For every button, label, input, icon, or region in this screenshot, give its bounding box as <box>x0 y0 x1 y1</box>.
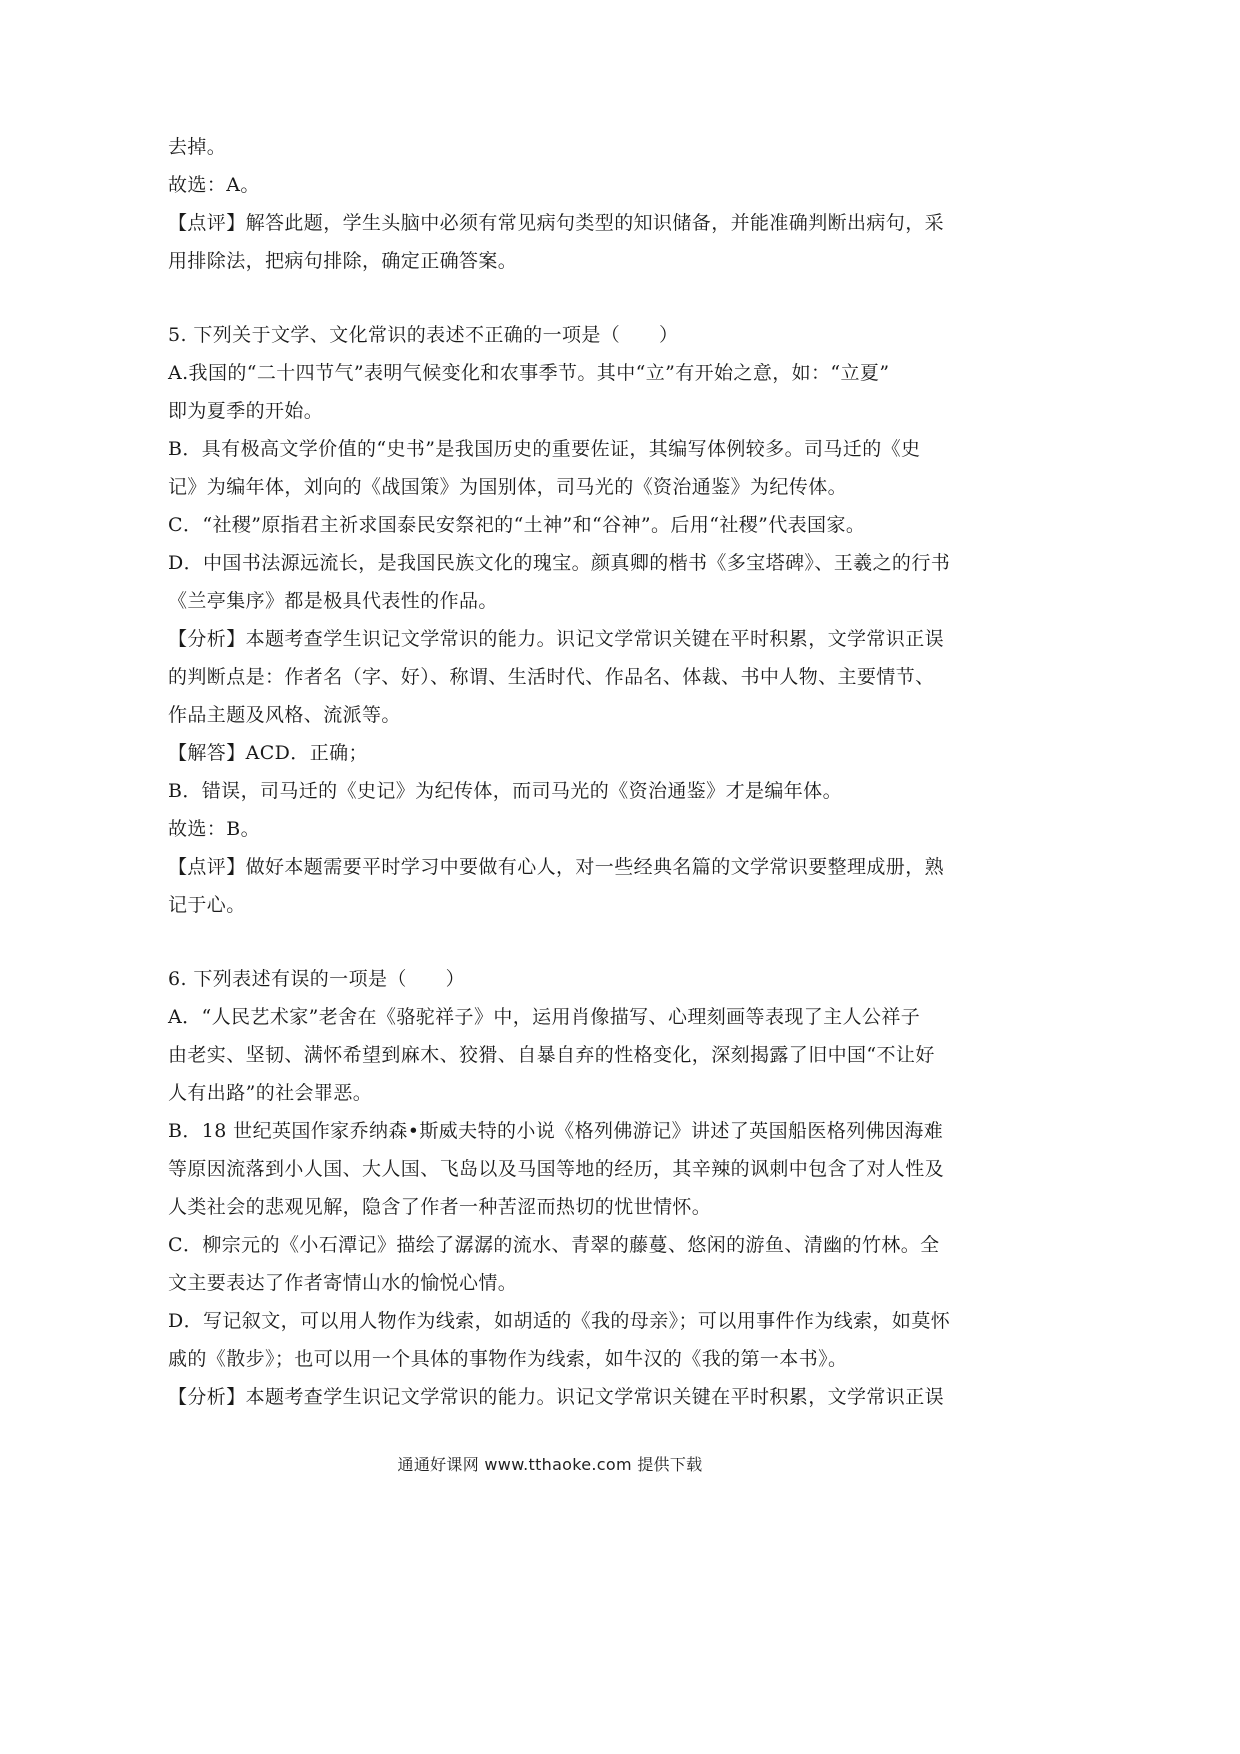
text-line: 人有出路”的社会罪恶。 <box>168 1082 373 1104</box>
paragraph-gap <box>168 924 943 960</box>
text-line: 文主要表达了作者寄情山水的愉悦心情。 <box>168 1272 518 1294</box>
text-line: 由老实、坚韧、满怀希望到麻木、狡猾、自暴自弃的性格变化，深刻揭露了旧中国“不让好 <box>168 1044 935 1066</box>
text-line: B．具有极高文学价值的“史书”是我国历史的重要佐证，其编写体例较多。司马迁的《史 <box>168 438 921 460</box>
text-line: 故选：A。 <box>168 174 260 196</box>
text-line: 【点评】做好本题需要平时学习中要做有心人，对一些经典名篇的文学常识要整理成册，熟 <box>168 856 945 878</box>
block-question-5 <box>168 316 951 924</box>
text-line: 的判断点是：作者名（字、好）、称谓、生活时代、作品名、体裁、书中人物、主要情节、 <box>168 666 935 688</box>
text-line: C．柳宗元的《小石潭记》描绘了潺潺的流水、青翠的藤蔓、悠闲的游鱼、清幽的竹林。全 <box>168 1234 940 1256</box>
text-line: C．“社稷”原指君主祈求国泰民安祭祀的“土神”和“谷神”。后用“社稷”代表国家。 <box>168 514 866 536</box>
text-line: 记》为编年体，刘向的《战国策》为国别体，司马光的《资治通鉴》为纪传体。 <box>168 476 848 498</box>
text-line: B．18 世纪英国作家乔纳森•斯威夫特的小说《格列佛游记》讲述了英国船医格列佛因海难 <box>168 1120 944 1142</box>
text-line: 戚的《散步》；也可以用一个具体的事物作为线索，如牛汉的《我的第一本书》。 <box>168 1348 848 1370</box>
text-line: A.我国的“二十四节气”表明气候变化和农事季节。其中“立”有开始之意，如：“立夏” <box>168 362 890 384</box>
text-line: 用排除法，把病句排除，确定正确答案。 <box>168 250 518 272</box>
text-line: 等原因流落到小人国、大人国、飞岛以及马国等地的经历，其辛辣的讽刺中包含了对人性及 <box>168 1158 945 1180</box>
text-line: A．“人民艺术家”老舍在《骆驼祥子》中，运用肖像描写、心理刻画等表现了主人公祥子 <box>168 1006 921 1028</box>
page-footer: 通通好课网 www.tthaoke.com 提供下载 <box>397 1455 703 1474</box>
text-line: 人类社会的悲观见解，隐含了作者一种苦涩而热切的忧世情怀。 <box>168 1196 712 1218</box>
question-title: 6. 下列表述有误的一项是（ ） <box>168 968 465 990</box>
paragraph-gap <box>168 280 943 316</box>
text-line: D．中国书法源远流长，是我国民族文化的瑰宝。颜真卿的楷书《多宝塔碑》、王羲之的行书 <box>168 552 951 574</box>
text-line: 作品主题及风格、流派等。 <box>168 704 401 726</box>
question-title: 5. 下列关于文学、文化常识的表述不正确的一项是（ ） <box>168 324 679 346</box>
text-line: 记于心。 <box>168 894 246 916</box>
text-line: 即为夏季的开始。 <box>168 400 324 422</box>
text-line: 《兰亭集序》都是极具代表性的作品。 <box>168 590 498 612</box>
text-line: D．写记叙文，可以用人物作为线索，如胡适的《我的母亲》；可以用事件作为线索，如莫怀 <box>168 1310 951 1332</box>
block-q4-tail <box>168 128 943 280</box>
text-line: 去掉。 <box>168 136 227 158</box>
text-line: 【解答】ACD．正确； <box>168 742 368 764</box>
text-line: 故选：B。 <box>168 818 260 840</box>
text-line: 【分析】本题考查学生识记文学常识的能力。识记文学常识关键在平时积累，文学常识正误 <box>168 628 945 650</box>
block-question-6 <box>168 960 951 1416</box>
document-body <box>168 128 951 1416</box>
text-line: 【分析】本题考查学生识记文学常识的能力。识记文学常识关键在平时积累，文学常识正误 <box>168 1386 945 1408</box>
text-line: B．错误，司马迁的《史记》为纪传体，而司马光的《资治通鉴》才是编年体。 <box>168 780 842 802</box>
text-line: 【点评】解答此题，学生头脑中必须有常见病句类型的知识储备，并能准确判断出病句，采 <box>168 212 945 234</box>
